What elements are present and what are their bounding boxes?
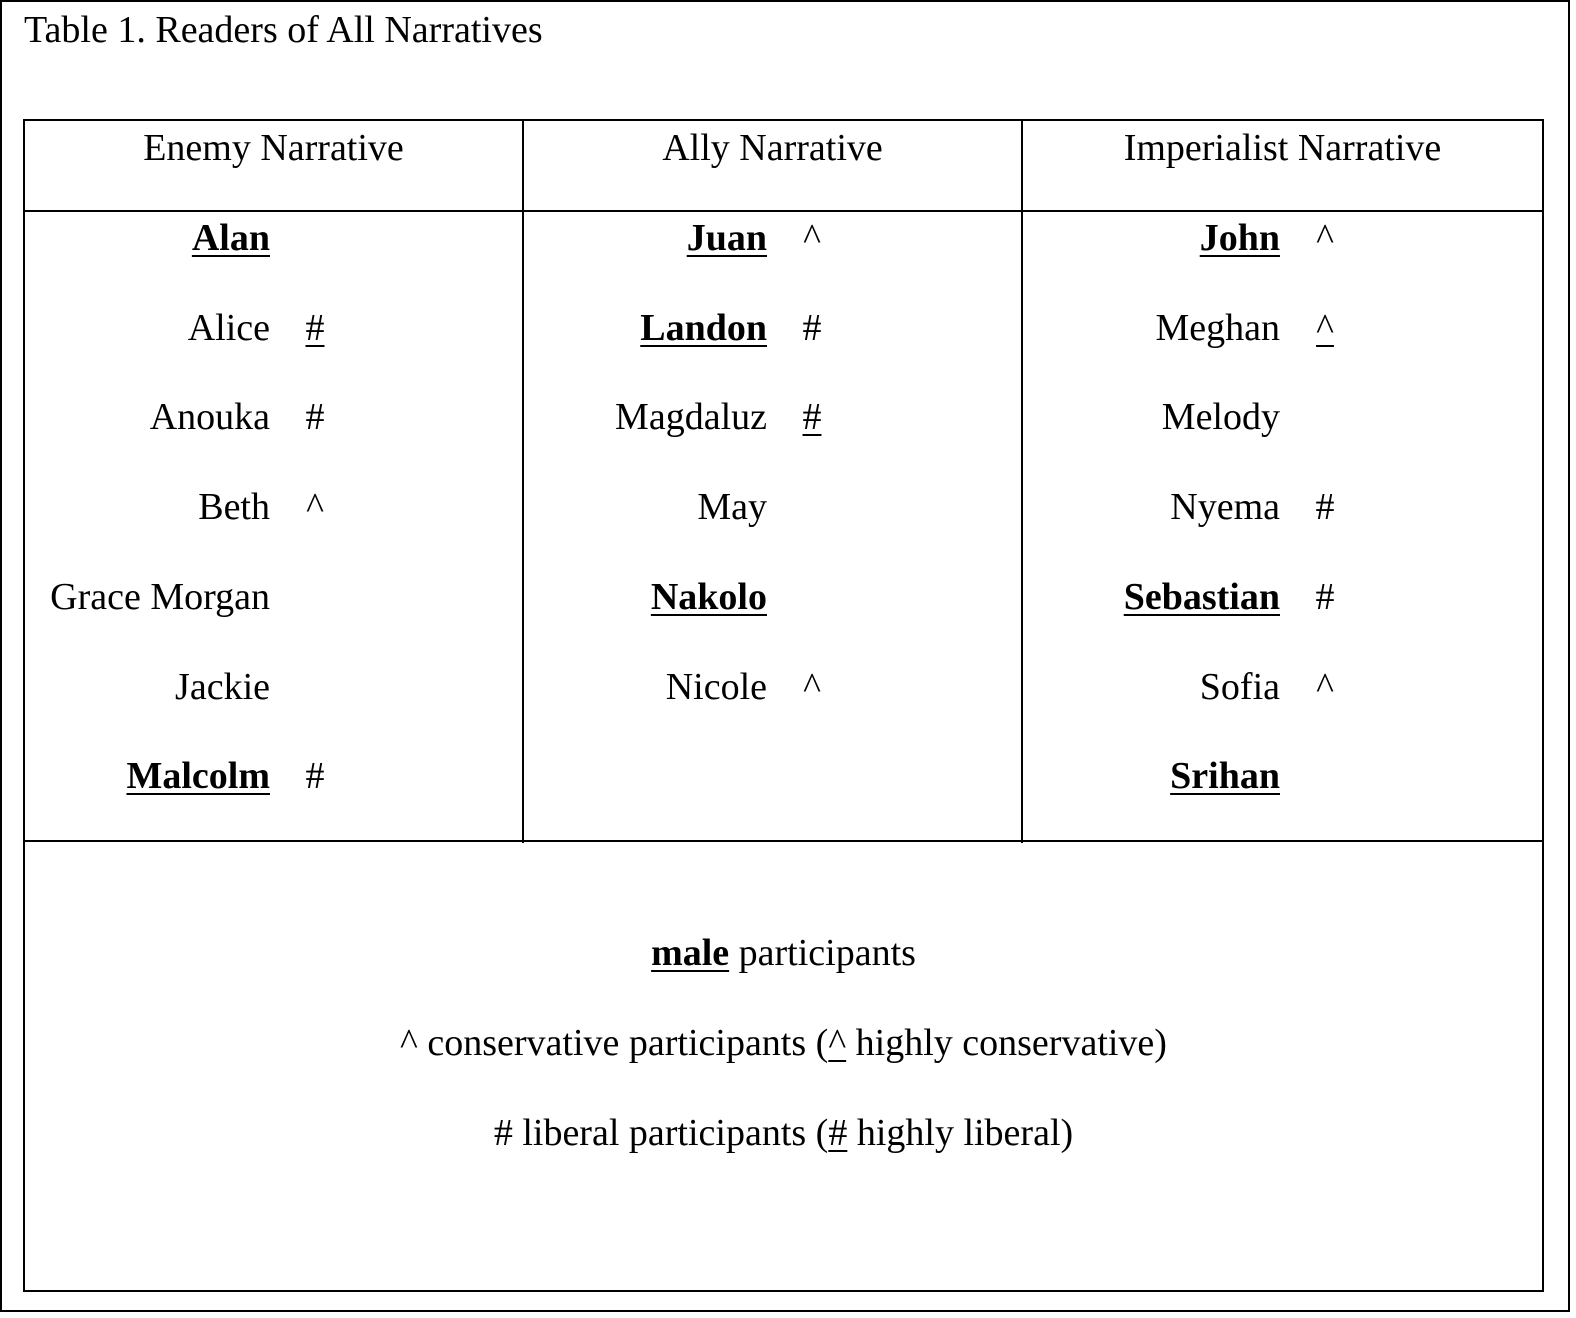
conservative-mark: ^ [1316, 666, 1334, 708]
conservative-mark: ^ [803, 666, 821, 708]
conservative-mark: ^ [803, 217, 821, 259]
column-divider [1021, 121, 1023, 843]
participant-name: May [697, 486, 767, 528]
participant-name: Sofia [1199, 666, 1280, 708]
liberal-mark: # [305, 396, 325, 438]
participant-name: Anouka [149, 396, 270, 438]
liberal-mark: # [1315, 576, 1335, 618]
legend-male-text: participants [729, 932, 916, 974]
participant-name: Meghan [1155, 307, 1280, 349]
legend-conservative-suffix: highly conservative) [846, 1022, 1167, 1064]
participant-name: Beth [198, 486, 270, 528]
legend-male-word: male [651, 932, 730, 974]
participant-name: Landon [640, 307, 767, 349]
legend-liberal-suffix: highly liberal) [847, 1112, 1074, 1154]
participant-name: Nakolo [650, 576, 767, 618]
body-divider [25, 840, 1542, 842]
legend-conservative [25, 1021, 1542, 1065]
participant-name: Alice [187, 307, 270, 349]
participant-name: Nyema [1170, 486, 1280, 528]
liberal-mark: # [1315, 486, 1335, 528]
conservative-mark: ^ [306, 486, 324, 528]
liberal-mark: # [305, 307, 325, 349]
legend-liberal-prefix: # liberal participants ( [493, 1112, 829, 1154]
liberal-mark: # [802, 396, 822, 438]
legend-conservative-prefix: ^ conservative participants ( [400, 1022, 829, 1064]
participant-name: Alan [191, 217, 270, 259]
conservative-mark: ^ [1316, 217, 1334, 259]
column-header-ally: Ally Narrative [662, 127, 883, 169]
participant-name: Magdaluz [615, 396, 767, 438]
participant-name: Sebastian [1123, 576, 1280, 618]
participant-name: Jackie [175, 666, 270, 708]
conservative-mark: ^ [1316, 307, 1334, 349]
participant-name: Nicole [665, 666, 767, 708]
participant-name: Srihan [1170, 755, 1280, 797]
participant-name: John [1199, 217, 1280, 259]
liberal-mark: # [305, 755, 325, 797]
column-divider [522, 121, 524, 843]
legend-liberal [25, 1111, 1542, 1155]
column-header-imperialist: Imperialist Narrative [1123, 127, 1442, 169]
column-header-enemy: Enemy Narrative [143, 127, 404, 169]
liberal-mark: # [802, 307, 822, 349]
legend-conservative-mark: ^ [828, 1022, 847, 1064]
readers-table [23, 119, 1544, 1292]
legend-male [25, 931, 1542, 975]
participant-name: Juan [686, 217, 767, 259]
table-caption: Table 1. Readers of All Narratives [24, 9, 543, 51]
participant-name: Grace Morgan [50, 576, 270, 618]
participant-name: Malcolm [126, 755, 270, 797]
participant-name: Melody [1161, 396, 1280, 438]
legend-liberal-mark: # [828, 1112, 848, 1154]
